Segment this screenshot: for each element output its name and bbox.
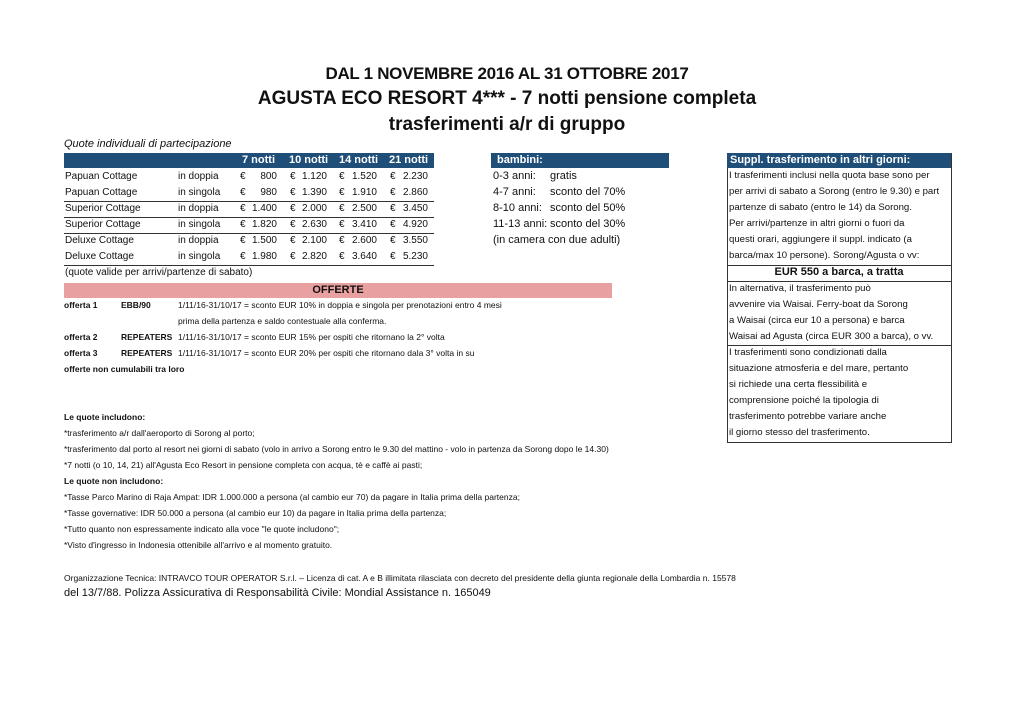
room-type: in singola: [178, 251, 221, 262]
excludes-item: *Visto d'ingresso in Indonesia ottenibile all'arrivo e al momento gratuito.: [64, 540, 333, 550]
price-7: 800: [260, 171, 277, 182]
currency: €: [339, 203, 345, 214]
offer-text: 1/11/16-31/10/17 = sconto EUR 20% per ospiti che ritornano dala 3° volta in su: [178, 348, 475, 358]
room-type: in doppia: [178, 171, 219, 182]
supplement-line: si richiede una certa flessibilità e: [729, 379, 868, 390]
includes-item: *trasferimento dal porto al resort nei giorni di sabato (volo in arrivo a Sorong entro le 9.30 del mattino - volo in partenza da Sorong dopo le 14.30): [64, 444, 609, 454]
price-21: 3.450: [402, 203, 428, 214]
supplement-line: trasferimento potrebbe variare anche: [729, 411, 887, 422]
includes-item: *trasferimento a/r dall'aeroporto di Sorong al porto;: [64, 428, 255, 438]
offer-text: 1/11/16-31/10/17 = sconto EUR 15% per ospiti che ritornano la 2° volta: [178, 332, 445, 342]
price-7: 1.980: [251, 251, 277, 262]
room-name: Superior Cottage: [65, 219, 141, 230]
currency: €: [390, 203, 396, 214]
currency: €: [240, 251, 246, 262]
currency: €: [390, 235, 396, 246]
price-21: 5.230: [402, 251, 428, 262]
supplement-text-1: [727, 169, 950, 265]
currency: €: [339, 235, 345, 246]
room-name: Papuan Cottage: [65, 171, 138, 182]
price-14: 1.520: [351, 171, 377, 182]
room-type: in singola: [178, 187, 221, 198]
room-name: Superior Cottage: [65, 203, 141, 214]
title-transfers: trasferimenti a/r di gruppo: [388, 114, 626, 135]
child-age: 8-10 anni:: [493, 202, 542, 214]
price-14: 1.910: [351, 187, 377, 198]
price-14: 2.500: [351, 203, 377, 214]
supplement-line: a Waisai (circa eur 10 a persona) e barca: [729, 315, 905, 326]
currency: €: [390, 171, 396, 182]
room-type: in doppia: [178, 203, 219, 214]
offer-code: EBB/90: [121, 300, 151, 310]
room-type: in doppia: [178, 235, 219, 246]
currency: €: [240, 203, 246, 214]
supplement-line: barca/max 10 persone). Sorong/Agusta o vv:: [729, 250, 920, 261]
price-table-header: [64, 153, 434, 168]
currency: €: [290, 235, 296, 246]
validity-note: (quote valide per arrivi/partenze di sabato): [65, 267, 253, 278]
price-10: 2.000: [301, 203, 327, 214]
currency: €: [290, 219, 296, 230]
currency: €: [290, 187, 296, 198]
price-10: 2.100: [301, 235, 327, 246]
offers-note: offerte non cumulabili tra loro: [64, 364, 185, 374]
price-10: 2.630: [301, 219, 327, 230]
excludes-item: *Tasse governative: IDR 50.000 a persona (al cambio eur 10) da pagare in Italia prima della partenza;: [64, 508, 447, 518]
currency: €: [290, 203, 296, 214]
child-age: 11-13 anni:: [493, 218, 548, 230]
supplement-line: questi orari, aggiungere il suppl. indicato (a: [729, 234, 912, 245]
supplement-line: avvenire via Waisai. Ferry-boat da Sorong: [729, 299, 908, 310]
currency: €: [339, 219, 345, 230]
supplement-line: partenze di sabato (entro le 14) da Sorong.: [729, 202, 912, 213]
supplement-line: comprensione poiché la tipologia di: [729, 395, 879, 406]
offer-text-cont: prima della partenza e saldo contestuale alla conferma.: [178, 316, 387, 326]
footer-insurance: del 13/7/88. Polizza Assicurativa di Responsabilità Civile: Mondial Assistance n. 165049: [64, 587, 491, 599]
currency: €: [390, 219, 396, 230]
child-age: 0-3 anni:: [493, 170, 536, 182]
room-name: Deluxe Cottage: [65, 251, 134, 262]
footer-organization: Organizzazione Tecnica: INTRAVCO TOUR OPERATOR S.r.l. – Licenza di cat. A e B illimitata rilasciata con decreto del presidente della giunta regionale della Lombardia n. 15578: [64, 573, 736, 583]
child-age: 4-7 anni:: [493, 186, 536, 198]
price-14: 3.410: [351, 219, 377, 230]
price-10: 1.390: [301, 187, 327, 198]
price-10: 2.820: [301, 251, 327, 262]
offer-label: offerta 1: [64, 300, 98, 310]
price-7: 1.820: [251, 219, 277, 230]
currency: €: [240, 171, 246, 182]
room-name: Deluxe Cottage: [65, 235, 134, 246]
col-14-notti: 14 notti: [339, 154, 379, 166]
title-resort: AGUSTA ECO RESORT 4*** - 7 notti pensione completa: [257, 88, 757, 109]
currency: €: [339, 251, 345, 262]
child-discount: sconto del 30%: [550, 218, 626, 230]
supplement-divider: [727, 345, 951, 346]
col-7-notti: 7 notti: [242, 154, 275, 166]
offer-text: 1/11/16-31/10/17 = sconto EUR 10% in doppia e singola per prenotazioni entro 4 mesi: [178, 300, 502, 310]
price-21: 2.860: [402, 187, 428, 198]
supplement-divider: [727, 281, 951, 282]
col-10-notti: 10 notti: [289, 154, 329, 166]
offer-label: offerta 3: [64, 348, 98, 358]
currency: €: [240, 187, 246, 198]
excludes-header: Le quote non includono:: [64, 476, 164, 486]
offer-code: REPEATERS: [121, 332, 173, 342]
price-14: 3.640: [351, 251, 377, 262]
price-7: 1.500: [251, 235, 277, 246]
currency: €: [240, 235, 246, 246]
price-14: 2.600: [351, 235, 377, 246]
includes-item: *7 notti (o 10, 14, 21) all'Agusta Eco Resort in pensione completa con acqua, tè e caffè ai pasti;: [64, 460, 423, 470]
currency: €: [390, 251, 396, 262]
currency: €: [339, 187, 345, 198]
currency: €: [290, 171, 296, 182]
price-10: 1.120: [301, 171, 327, 182]
currency: €: [240, 219, 246, 230]
currency: €: [290, 251, 296, 262]
offers-header: OFFERTE: [64, 283, 612, 298]
supplement-line: I trasferimenti inclusi nella quota base sono per: [729, 170, 930, 181]
room-name: Papuan Cottage: [65, 187, 138, 198]
child-discount: sconto del 50%: [550, 202, 626, 214]
supplement-header: Suppl. trasferimento in altri giorni:: [727, 153, 951, 168]
child-discount: gratis: [550, 170, 577, 182]
subtitle: Quote individuali di partecipazione: [64, 138, 232, 150]
price-21: 4.920: [402, 219, 428, 230]
supplement-price: EUR 550 a barca, a tratta: [774, 266, 904, 278]
children-header: bambini:: [491, 153, 669, 168]
child-discount: sconto del 70%: [550, 186, 626, 198]
supplement-line: In alternativa, il trasferimento può: [729, 283, 871, 294]
supplement-line: il giorno stesso del trasferimento.: [729, 427, 870, 438]
col-21-notti: 21 notti: [389, 154, 429, 166]
room-type: in singola: [178, 219, 221, 230]
excludes-item: *Tasse Parco Marino di Raja Ampat: IDR 1.000.000 a persona (al cambio eur 70) da pagare in Italia prima della partenza;: [64, 492, 520, 502]
price-21: 2.230: [402, 171, 428, 182]
supplement-line: Waisai ad Agusta (circa EUR 300 a barca), o vv.: [729, 331, 934, 342]
includes-header: Le quote includono:: [64, 412, 146, 422]
supplement-line: situazione atmosferia e del mare, pertanto: [729, 363, 909, 374]
price-7: 1.400: [251, 203, 277, 214]
price-7: 980: [260, 187, 277, 198]
currency: €: [390, 187, 396, 198]
supplement-line: Per arrivi/partenze in altri giorni o fuori da: [729, 218, 905, 229]
excludes-item: *Tutto quanto non espressamente indicato alla voce "le quote includono";: [64, 524, 340, 534]
offer-code: REPEATERS: [121, 348, 173, 358]
title-dates: DAL 1 NOVEMBRE 2016 AL 31 OTTOBRE 2017: [325, 64, 689, 83]
offer-label: offerta 2: [64, 332, 98, 342]
supplement-line: I trasferimenti sono condizionati dalla: [729, 347, 887, 358]
currency: €: [339, 171, 345, 182]
supplement-line: per arrivi di sabato a Sorong (entro le 9.30) e part: [729, 186, 940, 197]
price-21: 3.550: [402, 235, 428, 246]
children-note: (in camera con due adulti): [493, 234, 621, 246]
